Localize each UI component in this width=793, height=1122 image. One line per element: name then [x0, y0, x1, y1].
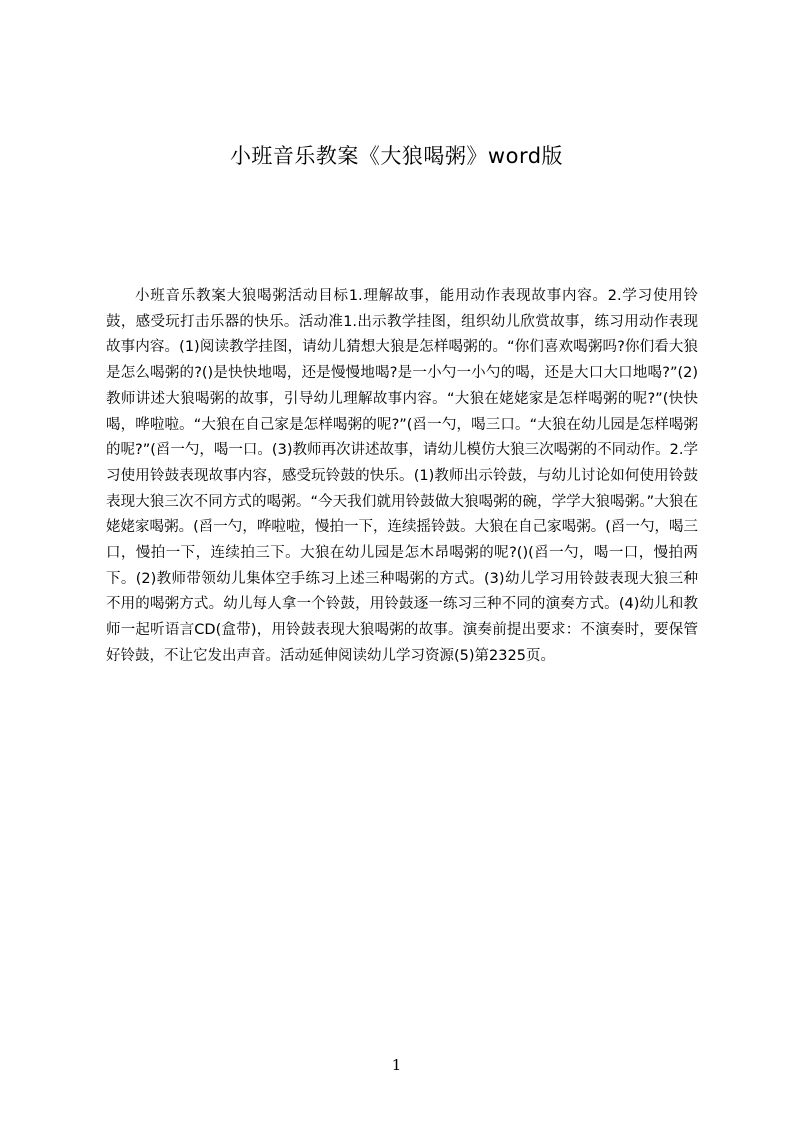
document-title: 小班音乐教案《大狼喝粥》word版 [229, 144, 564, 168]
document-body-paragraph: 小班音乐教案大狼喝粥活动目标1.理解故事，能用动作表现故事内容。2.学习使用铃鼓，感受玩打击乐器的快乐。活动准1.出示教学挂图，组织幼儿欣赏故事，练习用动作表现故事内容。(1)阅读教学挂图，请幼儿猜想大狼是怎样喝粥的。“你们喜欢喝粥吗?你们看大狼是怎么喝粥的?()是快快地喝，还是慢慢地喝?是一小勺一小勺的喝，还是大口大口地喝?”(2)教师讲述大狼喝粥的故事，引导幼儿理解故事内容。“大狼在姥姥家是怎样喝粥的呢?”(快快喝，哗啦啦。“大狼在自己家是怎样喝粥的呢?”(舀一勺，喝三口。“大狼在幼儿园是怎样喝粥的呢?”(舀一勺，喝一口。(3)教师再次讲述故事，请幼儿模仿大狼三次喝粥的不同动作。2.学习使用铃鼓表现故事内容，感受玩铃鼓的快乐。(1)教师出示铃鼓，与幼儿讨论如何使用铃鼓表现大狼三次不同方式的喝粥。“今天我们就用铃鼓做大狼喝粥的碗，学学大狼喝粥。”大狼在姥姥家喝粥。(舀一勺，哗啦啦，慢拍一下，连续摇铃鼓。大狼在自己家喝粥。(舀一勺，喝三口，慢拍一下，连续拍三下。大狼在幼儿园是怎木昂喝粥的呢?()(舀一勺，喝一口，慢拍两下。(2)教师带领幼儿集体空手练习上述三种喝粥的方式。(3)幼儿学习用铃鼓表现大狼三种不用的喝粥方式。幼儿每人拿一个铃鼓，用铃鼓逐一练习三种不同的演奏方式。(4)幼儿和教师一起听语言CD(盒带)，用铃鼓表现大狼喝粥的故事。演奏前提出要求：不演奏时，要保管好铃鼓，不让它发出声音。活动延伸阅读幼儿学习资源(5)第2325页。 [106, 288, 698, 664]
page-number: 1 [391, 1056, 402, 1074]
